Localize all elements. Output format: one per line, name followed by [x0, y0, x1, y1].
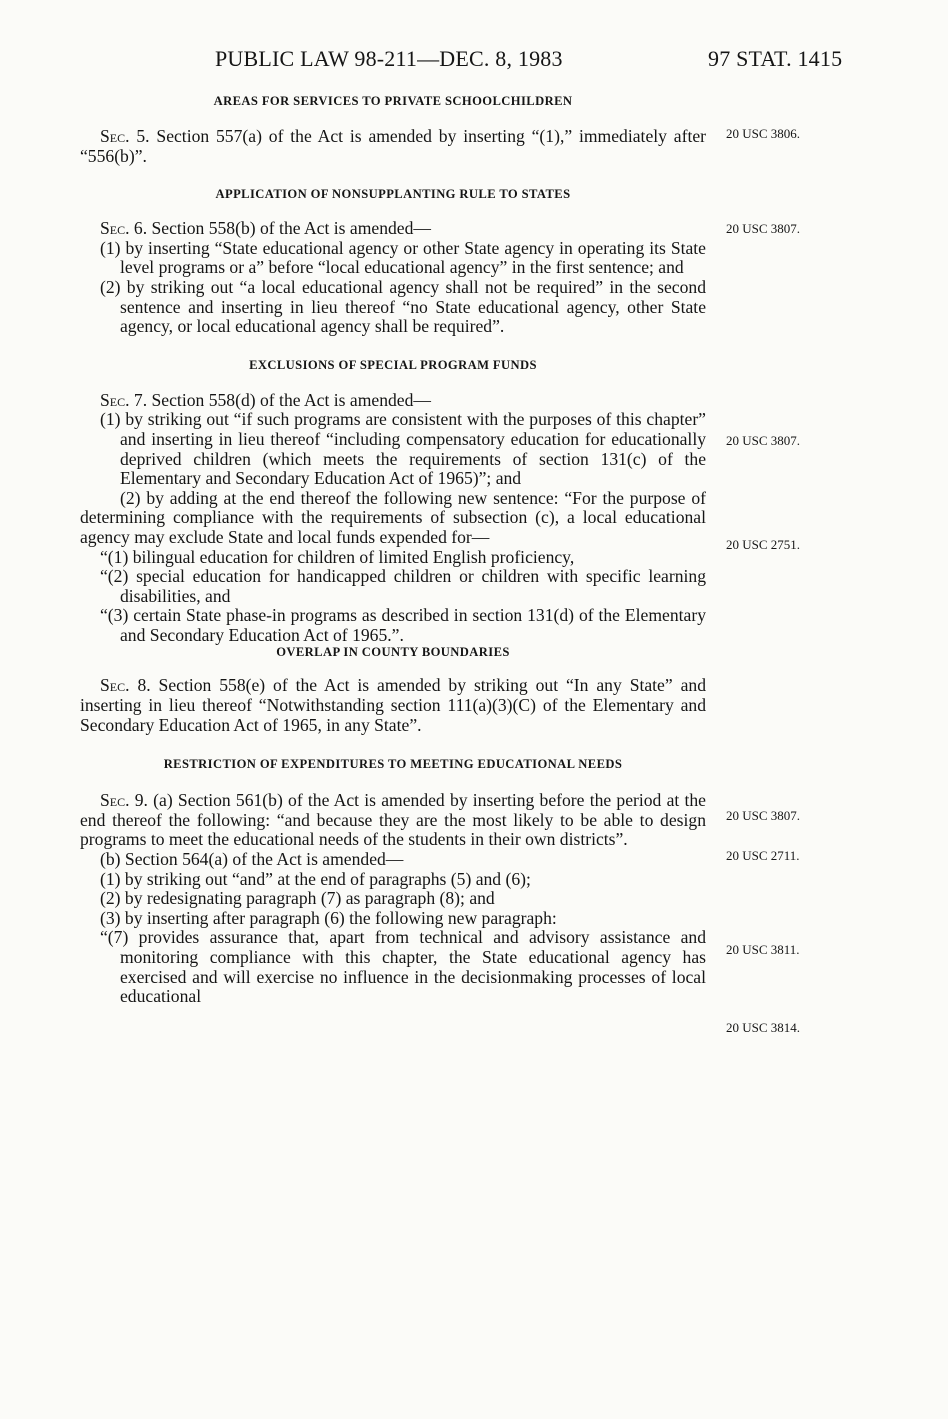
section-9-heading: RESTRICTION OF EXPENDITURES TO MEETING EDUCATIONAL NEEDS	[163, 757, 623, 772]
section-7-item-1: (1) by striking out “if such programs are consistent with the purposes of this chapter” and inserting in lieu thereof “including compensatory education for educationally deprived children (which meets the requirements of section 131(c) of the Elementary and Secondary Education Act of 1965)”; and	[100, 409, 706, 489]
section-8-heading: OVERLAP IN COUNTY BOUNDARIES	[276, 645, 510, 660]
section-9-text-a: Sec. 9. (a) Section 561(b) of the Act is amended by inserting before the period at the end thereof the following: “and because they are the most likely to be able to design programs to meet the educational needs of the students in their own districts”.	[80, 790, 706, 850]
margin-note-s7-a: 20 USC 3807.	[726, 433, 801, 448]
margin-note-s6: 20 USC 3807.	[726, 221, 801, 236]
section-5-heading: AREAS FOR SERVICES TO PRIVATE SCHOOLCHILDREN	[213, 94, 573, 108]
section-8-text: Sec. 8. Section 558(e) of the Act is amended by striking out “In any State” and inserting in lieu thereof “Notwithstanding section 111(a)(3)(C) of the Elementary and Secondary Education Act of 1965, in any State”.	[80, 675, 706, 735]
section-9-text-b: (b) Section 564(a) of the Act is amended—	[100, 849, 404, 870]
margin-note-s7-b: 20 USC 2751.	[726, 537, 801, 552]
margin-note-s8-a: 20 USC 3807.	[726, 808, 801, 823]
section-7-subitem-2: “(2) special education for handicapped children or children with specific learning disabilities, and	[100, 566, 706, 606]
section-7-intro: Sec. 7. Section 558(d) of the Act is amended—	[100, 389, 432, 410]
section-6-item-1: (1) by inserting “State educational agency or other State agency in operating its State level programs or a” before “local educational agency” in the first sentence; and	[100, 237, 706, 278]
section-7-item-2: (2) by adding at the end thereof the following new sentence: “For the purpose of determining compliance with the requirements of subsection (c), a local educational agency may exclude State and local funds expended for—	[80, 487, 706, 547]
section-7-subitem-1: “(1) bilingual education for children of limited English proficiency,	[100, 546, 575, 567]
section-7-subitem-3: “(3) certain State phase-in programs as described in section 131(d) of the Elementary and Secondary Education Act of 1965.”.	[100, 605, 706, 645]
running-title: PUBLIC LAW 98-211—DEC. 8, 1983	[215, 46, 563, 71]
law-text	[80, 94, 706, 1007]
section-9-item-4: “(7) provides assurance that, apart from technical and advisory assistance and monitoring compliance with this chapter, the State educational agency has exercised and will exercise no influence in the decisionmaking processes of local educational	[100, 927, 706, 1007]
section-7-heading: EXCLUSIONS OF SPECIAL PROGRAM FUNDS	[249, 357, 537, 372]
margin-note-s5: 20 USC 3806.	[726, 126, 801, 141]
section-9-item-1: (1) by striking out “and” at the end of paragraphs (5) and (6);	[100, 868, 531, 889]
margin-note-s9-b: 20 USC 3814.	[726, 1020, 801, 1035]
margin-note-s8-b: 20 USC 2711.	[726, 848, 800, 863]
page-header	[0, 46, 948, 80]
section-6-heading: APPLICATION OF NONSUPPLANTING RULE TO STATES	[215, 187, 571, 202]
section-9-item-3: (3) by inserting after paragraph (6) the following new paragraph:	[100, 907, 557, 928]
margin-note-s9-a: 20 USC 3811.	[726, 942, 800, 957]
section-6-intro: Sec. 6. Section 558(b) of the Act is amended—	[100, 218, 432, 239]
section-6-item-2: (2) by striking out “a local educational agency shall not be required” in the second sentence and inserting in lieu thereof “no State educational agency, other State agency, or local educational agency shall be required”.	[100, 276, 706, 337]
stat-page-number: 97 STAT. 1415	[708, 46, 843, 71]
section-5-text: Sec. 5. Section 557(a) of the Act is amended by inserting “(1),” immediately after “556(b)”.	[80, 126, 706, 166]
section-9-item-2: (2) by redesignating paragraph (7) as paragraph (8); and	[100, 888, 495, 909]
